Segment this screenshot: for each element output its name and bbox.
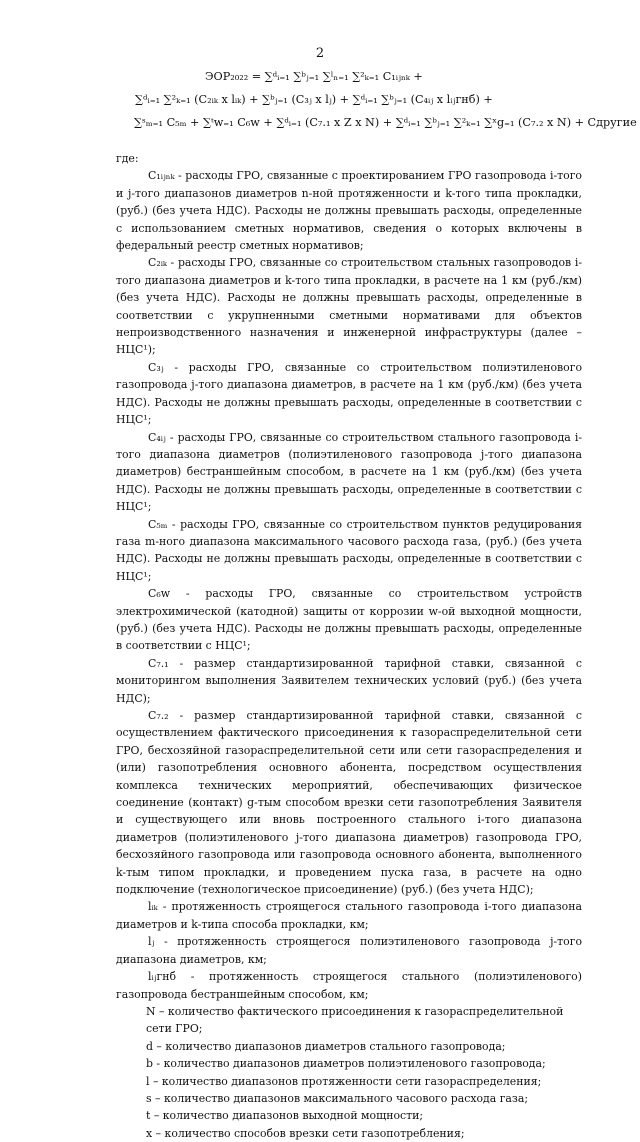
definition-n: N – количество фактического присоединения к газораспределительной сети ГРО;	[146, 1004, 564, 1036]
formula-line-3: ∑ˢₘ₌₁ C₅ₘ + ∑ᵗw₌₁ C₆w + ∑ᵈᵢ₌₁ (C₇.₁ x Z x N) + ∑ᵈᵢ₌₁ ∑ᵇⱼ₌₁ ∑²ₖ₌₁ ∑ˣg₌₁ (C₇.₂ x N) + Cдругие	[134, 116, 637, 129]
paragraph-c3: C₃ⱼ - расходы ГРО, связанные со строительством полиэтиленового газопровода j-того диапазона диаметров, в расчете на 1 км (руб./км) (без учета НДС). Расходы не должны превышать расходы, определенные в соответствии с НЦС¹;	[116, 360, 582, 427]
definition-t: t – количество диапазонов выходной мощности;	[146, 1109, 424, 1123]
paragraph-lj: lⱼ - протяженность строящегося полиэтиленового газопровода j-того диапазона диаметров, км;	[116, 935, 582, 966]
paragraph-c1: C₁ᵢⱼₙₖ - расходы ГРО, связанные с проектированием ГРО газопровода i-того и j-того диапазонов диаметров n-ной протяженности и k-того типа прокладки, (руб.) (без учета НДС). Расходы не должны превышать расходы, определенные с использованием сметных нормативов, сведения о которых включены в федеральный реестр сметных нормативов;	[116, 169, 582, 253]
definition-s: s – количество диапазонов максимального часового расхода газа;	[146, 1091, 528, 1105]
formula-line-1: ЭОР₂₀₂₂ = ∑ᵈᵢ₌₁ ∑ᵇⱼ₌₁ ∑ˡₙ₌₁ ∑²ₖ₌₁ C₁ᵢⱼₙₖ +	[205, 70, 423, 83]
paragraph-lijgnb: lᵢⱼгнб - протяженность строящегося стального (полиэтиленового) газопровода бестраншейным способом, км;	[116, 970, 582, 1001]
definition-l: l – количество диапазонов протяженности сети газораспределения;	[146, 1074, 542, 1088]
document-body	[116, 150, 582, 1142]
where-label: где:	[116, 152, 139, 165]
definition-b: b - количество диапазонов диаметров полиэтиленового газопровода;	[146, 1057, 546, 1071]
paragraph-c4: C₄ᵢⱼ - расходы ГРО, связанные со строительством стального газопровода i-того диапазона диаметров (полиэтиленового газопровода j-того диапазона диаметров) бестраншейным способом, в расчете на 1 км (руб./км) (без учета НДС). Расходы не должны превышать расходы, определенные в соответствии с НЦС¹;	[116, 430, 582, 514]
paragraph-c5: C₅ₘ - расходы ГРО, связанные со строительством пунктов редуцирования газа m-ного диапазона максимального часового расхода газа, (руб.) (без учета НДС). Расходы не должны превышать расходы, определенные в соответствии с НЦС¹;	[116, 517, 582, 583]
paragraph-c7-1: C₇.₁ - размер стандартизированной тарифной ставки, связанной с мониторингом выполнения Заявителем технических условий (руб.) (без учета НДС);	[116, 656, 582, 705]
paragraph-c6: C₆w - расходы ГРО, связанные со строительством устройств электрохимической (катодной) защиты от коррозии w-ой выходной мощности, (руб.) (без учета НДС). Расходы не должны превышать расходы, определенные в соответствии с НЦС¹;	[116, 587, 582, 653]
page-number: 2	[315, 46, 325, 61]
paragraph-c2: C₂ᵢₖ - расходы ГРО, связанные со строительством стальных газопроводов i-того диапазона диаметров и k-того типа прокладки, в расчете на 1 км (руб./км) (без учета НДС). Расходы не должны превышать расходы, определенные в соответствии с укрупненными сметными нормативами для объектов непроизводственного назначения и инженерной инфраструктуры (далее – НЦС¹);	[116, 256, 582, 357]
formula-line-2: ∑ᵈᵢ₌₁ ∑²ₖ₌₁ (C₂ᵢₖ x lᵢₖ) + ∑ᵇⱼ₌₁ (C₃ⱼ x lⱼ) + ∑ᵈᵢ₌₁ ∑ᵇⱼ₌₁ (C₄ᵢⱼ x lᵢⱼгнб) +	[135, 93, 493, 106]
definition-x: x – количество способов врезки сети газопотребления;	[146, 1126, 465, 1140]
paragraph-c7-2: C₇.₂ - размер стандартизированной тарифной ставки, связанной с осуществлением фактического присоединения к газораспределительной сети ГРО, бесхозяйной газораспределительной сети или сети газораспределения и (или) газопотребления основного абонента, посредством осуществления комплекса технических мероприятий, обеспечивающих физическое соединение (контакт) g-тым способом врезки сети газопотребления Заявителя и существующего или вновь построенного стального i-того диапазона диаметров (полиэтиленового j-того диапазона диаметров) газопровода ГРО, бесхозяйного газопровода или газопровода основного абонента, выполненного k-тым типом прокладки, и проведением пуска газа, в расчете на одно подключение (технологическое присоединение) (руб.) (без учета НДС);	[116, 709, 582, 897]
paragraph-lik: lᵢₖ - протяженность строящегося стального газопровода i-того диапазона диаметров и k-типа способа прокладки, км;	[116, 900, 582, 931]
definition-d: d – количество диапазонов диаметров стального газопровода;	[146, 1039, 506, 1053]
